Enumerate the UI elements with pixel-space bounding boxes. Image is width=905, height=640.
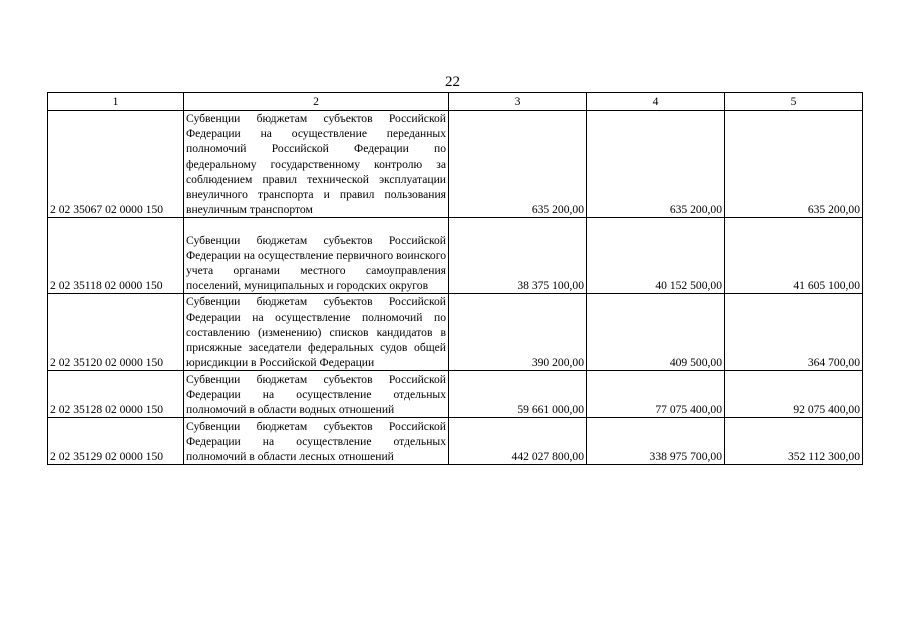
value-col-5: 92 075 400,00 [725,371,863,418]
value-col-4: 338 975 700,00 [587,418,725,465]
page-number: 22 [445,74,460,90]
column-header-4: 4 [587,93,725,111]
column-header-3: 3 [449,93,587,111]
item-description: Субвенции бюджетам субъектов Российской Федерации на осуществление переданных полномочий Российской Федерации по федеральному государственному контролю за соблюдением правил технической эксплуатации внеуличного транспорта и правил пользования внеуличным транспортом [184,111,449,218]
column-header-1: 1 [48,93,184,111]
table-row [48,294,863,371]
value-col-3: 59 661 000,00 [449,371,587,418]
value-col-4: 635 200,00 [587,111,725,218]
table-row [48,418,863,465]
value-col-5: 352 112 300,00 [725,418,863,465]
value-col-4: 77 075 400,00 [587,371,725,418]
value-col-3: 442 027 800,00 [449,418,587,465]
value-col-4: 409 500,00 [587,294,725,371]
value-col-3: 390 200,00 [449,294,587,371]
budget-code: 2 02 35120 02 0000 150 [48,294,184,371]
table-header-row [48,93,863,111]
value-col-5: 41 605 100,00 [725,218,863,294]
item-description: Субвенции бюджетам субъектов Российской Федерации на осуществление полномочий по составлению (изменению) списков кандидатов в присяжные заседатели федеральных судов общей юрисдикции в Российской Федерации [184,294,449,371]
item-description: Субвенции бюджетам субъектов Российской Федерации на осуществление первичного воинского учета органами местного самоуправления поселений, муниципальных и городских округов [184,218,449,294]
budget-code: 2 02 35128 02 0000 150 [48,371,184,418]
value-col-3: 38 375 100,00 [449,218,587,294]
value-col-5: 364 700,00 [725,294,863,371]
column-header-2: 2 [184,93,449,111]
budget-table [47,92,863,465]
value-col-5: 635 200,00 [725,111,863,218]
table-row [48,111,863,218]
table-row [48,371,863,418]
table-row [48,218,863,294]
budget-code: 2 02 35067 02 0000 150 [48,111,184,218]
item-description: Субвенции бюджетам субъектов Российской Федерации на осуществление отдельных полномочий в области водных отношений [184,371,449,418]
item-description: Субвенции бюджетам субъектов Российской Федерации на осуществление отдельных полномочий в области лесных отношений [184,418,449,465]
budget-code: 2 02 35118 02 0000 150 [48,218,184,294]
value-col-4: 40 152 500,00 [587,218,725,294]
budget-code: 2 02 35129 02 0000 150 [48,418,184,465]
column-header-5: 5 [725,93,863,111]
value-col-3: 635 200,00 [449,111,587,218]
